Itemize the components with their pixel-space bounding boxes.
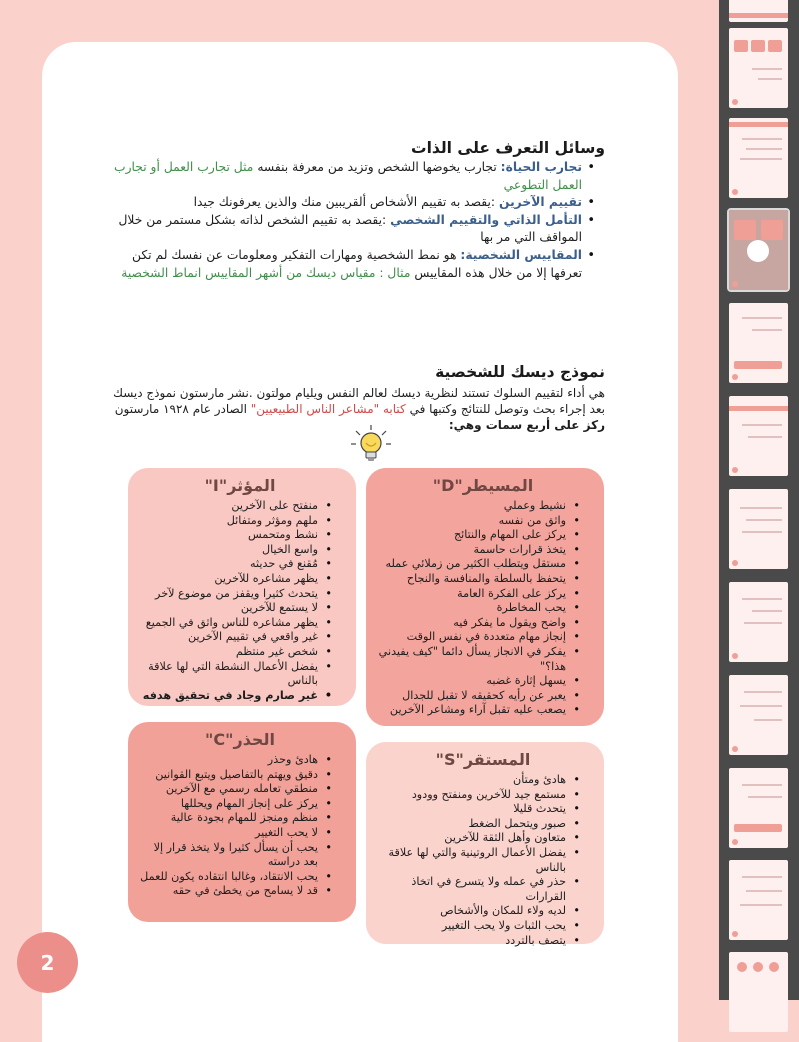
- trait-list: [376, 499, 590, 718]
- page-thumbnail[interactable]: [729, 768, 788, 848]
- play-icon: [747, 240, 769, 262]
- thumbnail-dot: [732, 839, 738, 845]
- list-item: • غير صارم وجاد في تحقيق هدفه: [138, 689, 328, 704]
- list-item: • التأمل الذاتي والتقييم الشخصي :يقصد به تقييم الشخص لذاته بشكل مستمر من خلال المواقف التي مر بها: [108, 212, 593, 247]
- list-item: • مُقنع في حديثه: [138, 557, 328, 572]
- trait-list: [138, 753, 342, 899]
- list-item: • ملهم ومؤثر ومتفائل: [138, 514, 328, 529]
- page-thumbnail[interactable]: [729, 0, 788, 22]
- list-item: • منظم ومنجز للمهام بجودة عالية: [138, 811, 328, 826]
- thumbnail-line: [748, 796, 782, 798]
- page-thumbnail[interactable]: [729, 489, 788, 569]
- thumbnail-line: [746, 148, 782, 150]
- list-item: • يتخذ قرارات حاسمة: [376, 543, 576, 558]
- page-thumbnail[interactable]: [729, 396, 788, 476]
- list-item: • المقاييس الشخصية: هو نمط الشخصية ومهارات التفكير ومعلومات عن نفسك لم تكن تعرفها إلا من خلال هذه المقاييس مثال : مقياس ديسك من أشهر المقاييس انماط الشخصية: [108, 247, 593, 282]
- thumbnail-box: [768, 40, 782, 52]
- thumbnail-band: [729, 13, 788, 18]
- trait-list: [376, 773, 590, 948]
- thumbnail-dot: [732, 99, 738, 105]
- list-item: • هادئ وحذر: [138, 753, 328, 768]
- thumbnail-band: [729, 406, 788, 411]
- list-item: • يحب المخاطرة: [376, 601, 576, 616]
- thumbnail-box: [751, 40, 765, 52]
- list-item: • لديه ولاء للمكان والأشخاص: [376, 904, 576, 919]
- list-item: • نشيط وعملي: [376, 499, 576, 514]
- list-item: • يتحفظ بالسلطة والمنافسة والنجاح: [376, 572, 576, 587]
- thumbnail-line: [742, 876, 782, 878]
- trait-list: [138, 499, 342, 703]
- thumbnail-dot: [732, 374, 738, 380]
- thumbnail-line: [752, 610, 782, 612]
- list-item: • يصعب عليه تقبل آراء ومشاعر الآخرين: [376, 703, 576, 718]
- list-item: • نشط ومتحمس: [138, 528, 328, 543]
- page-thumbnail[interactable]: [729, 582, 788, 662]
- thumbnail-line: [748, 436, 782, 438]
- thumbnail-dot: [732, 189, 738, 195]
- list-item: • دقيق ويهتم بالتفاصيل ويتبع القوانين: [138, 768, 328, 783]
- thumbnail-dot: [732, 746, 738, 752]
- section-title: نموذج ديسك للشخصية: [435, 363, 605, 381]
- thumbnail-band: [729, 122, 788, 127]
- list-item: • لا يستمع للآخرين: [138, 601, 328, 616]
- list-item: • واضح ويقول ما يفكر فيه: [376, 616, 576, 631]
- list-item: • يظهر مشاعره للآخرين: [138, 572, 328, 587]
- list-item: • هادئ ومتأن: [376, 773, 576, 788]
- list-item: • يركز على الفكرة العامة: [376, 587, 576, 602]
- thumbnail-line: [744, 622, 782, 624]
- list-item: • إنجاز مهام متعددة في نفس الوقت: [376, 630, 576, 645]
- list-item: • واثق من نفسه: [376, 514, 576, 529]
- thumbnail-line: [752, 68, 782, 70]
- card-title: المسيطر"D": [432, 476, 534, 495]
- list-item: • يفضل الأعمال النشطة التي لها علاقة بالناس: [138, 660, 328, 689]
- thumbnail-box: [734, 824, 782, 832]
- list-item: • مستمع جيد للآخرين ومنفتح وودود: [376, 788, 576, 803]
- page-thumbnail-current[interactable]: [729, 210, 788, 290]
- thumbnail-line: [746, 890, 782, 892]
- self-knowledge-section: [108, 138, 605, 282]
- list-item: • يتحدث قليلا: [376, 802, 576, 817]
- list-item: • لا يحب التغيير: [138, 826, 328, 841]
- thumbnail-box: [734, 40, 748, 52]
- list-item: • يحب أن يسأل كثيرا ولا يتخذ قرار إلا بعد دراسته: [138, 841, 328, 870]
- influencer-card: [128, 468, 356, 706]
- list-item: • يفضل الأعمال الروتينية والتي لها علاقة بالناس: [376, 846, 576, 875]
- list-item: • مستقل ويتطلب الكثير من زملائي عمله: [376, 557, 576, 572]
- thumbnail-line: [742, 138, 782, 140]
- page-thumbnail[interactable]: [729, 303, 788, 383]
- card-title: الحذر"C": [205, 730, 275, 749]
- thumbnail-line: [742, 784, 782, 786]
- thumbnail-line: [742, 531, 782, 533]
- thumbnail-line: [740, 705, 782, 707]
- page-thumbnail[interactable]: [729, 860, 788, 940]
- list-item: • يركز على المهام والنتائج: [376, 528, 576, 543]
- list-item: • تجارب الحياة: تجارب يخوضها الشخص وتزيد من معرفة بنفسه مثل تجارب العمل أو تجارب العمل التطوعي: [108, 159, 593, 194]
- dominant-card: [366, 468, 604, 726]
- list-item: • يعبر عن رأيه كحقيقه لا تقبل للجدال: [376, 689, 576, 704]
- list-item: • قد لا يسامح من يخطئ في حقه: [138, 884, 328, 899]
- list-item: • منطقي تعامله رسمي مع الآخرين: [138, 782, 328, 797]
- thumbnail-line: [758, 78, 782, 80]
- page-thumbnail[interactable]: [729, 118, 788, 198]
- list-item: • يتصف بالتردد: [376, 934, 576, 949]
- thumbnail-box: [761, 220, 783, 240]
- list-item: • شخص غير منتظم: [138, 645, 328, 660]
- lightbulb-icon: [350, 423, 392, 465]
- thumbnail-box: [737, 962, 747, 972]
- thumbnail-line: [742, 317, 782, 319]
- thumbnail-line: [746, 519, 782, 521]
- page-thumbnail[interactable]: [729, 675, 788, 755]
- thumbnail-dot: [732, 281, 738, 287]
- card-title: المؤثر"I": [204, 476, 276, 495]
- thumbnail-box: [769, 962, 779, 972]
- list-item: • يحب الثبات ولا يحب التغيير: [376, 919, 576, 934]
- list-item: • منفتح على الآخرين: [138, 499, 328, 514]
- thumbnail-dot: [732, 560, 738, 566]
- thumbnail-box: [753, 962, 763, 972]
- card-title: المستقر"S": [435, 750, 531, 769]
- thumbnail-line: [744, 691, 782, 693]
- thumbnail-line: [740, 507, 782, 509]
- cautious-card: [128, 722, 356, 922]
- list-item: • تقييم الآخرين :يقصد به تقييم الأشخاص ألقريبين منك والذين يعرفونك جيدا: [108, 194, 593, 212]
- list-item: • متعاون وأهل الثقة للآخرين: [376, 831, 576, 846]
- list-item: • يتحدث كثيرا ويقفز من موضوع لآخر: [138, 587, 328, 602]
- thumbnail-box: [734, 220, 756, 240]
- thumbnail-box: [734, 361, 782, 369]
- thumbnail-dot: [732, 653, 738, 659]
- list-item: • غير واقعي في تقييم الآخرين: [138, 630, 328, 645]
- list-item: • يحب الانتقاد، وغالبا انتقاده يكون للعمل: [138, 870, 328, 885]
- thumbnail-line: [740, 158, 782, 160]
- page-thumbnail[interactable]: [729, 952, 788, 1032]
- disc-description: هي أداء لتقييم السلوك تستند لنظرية ديسك لعالم النفس ويليام مولتون .نشر مارستون نموذج ديسك بعد إجراء بحث وتوصل للنتائج وكتبها في كتابه "مشاعر الناس الطبيعيين" الصادر عام ١٩٢٨ مارستون ركز على أربع سمات وهي:: [113, 386, 605, 432]
- thumbnail-line: [740, 904, 782, 906]
- bullet-list: [108, 159, 605, 282]
- list-item: • صبور ويتحمل الضغط: [376, 817, 576, 832]
- list-item: • يظهر مشاعره للناس واثق في الجميع: [138, 616, 328, 631]
- thumbnail-dot: [732, 467, 738, 473]
- thumbnail-strip[interactable]: [719, 0, 799, 1000]
- page-number-badge: 2: [17, 932, 78, 993]
- list-item: • يفكر في الانجاز يسأل دائما "كيف يفيدني هذا؟": [376, 645, 576, 674]
- steady-card: [366, 742, 604, 947]
- list-item: • حذر في عمله ولا يتسرع في اتخاذ القرارات: [376, 875, 576, 904]
- thumbnail-dot: [732, 931, 738, 937]
- page-thumbnail[interactable]: [729, 28, 788, 108]
- thumbnail-line: [754, 719, 782, 721]
- list-item: • واسع الخيال: [138, 543, 328, 558]
- list-item: • يركز على إنجاز المهام ويحللها: [138, 797, 328, 812]
- section-title: وسائل التعرف على الذات: [411, 139, 605, 157]
- thumbnail-line: [742, 598, 782, 600]
- list-item: • يسهل إثارة غضبه: [376, 674, 576, 689]
- thumbnail-line: [742, 424, 782, 426]
- thumbnail-line: [752, 329, 782, 331]
